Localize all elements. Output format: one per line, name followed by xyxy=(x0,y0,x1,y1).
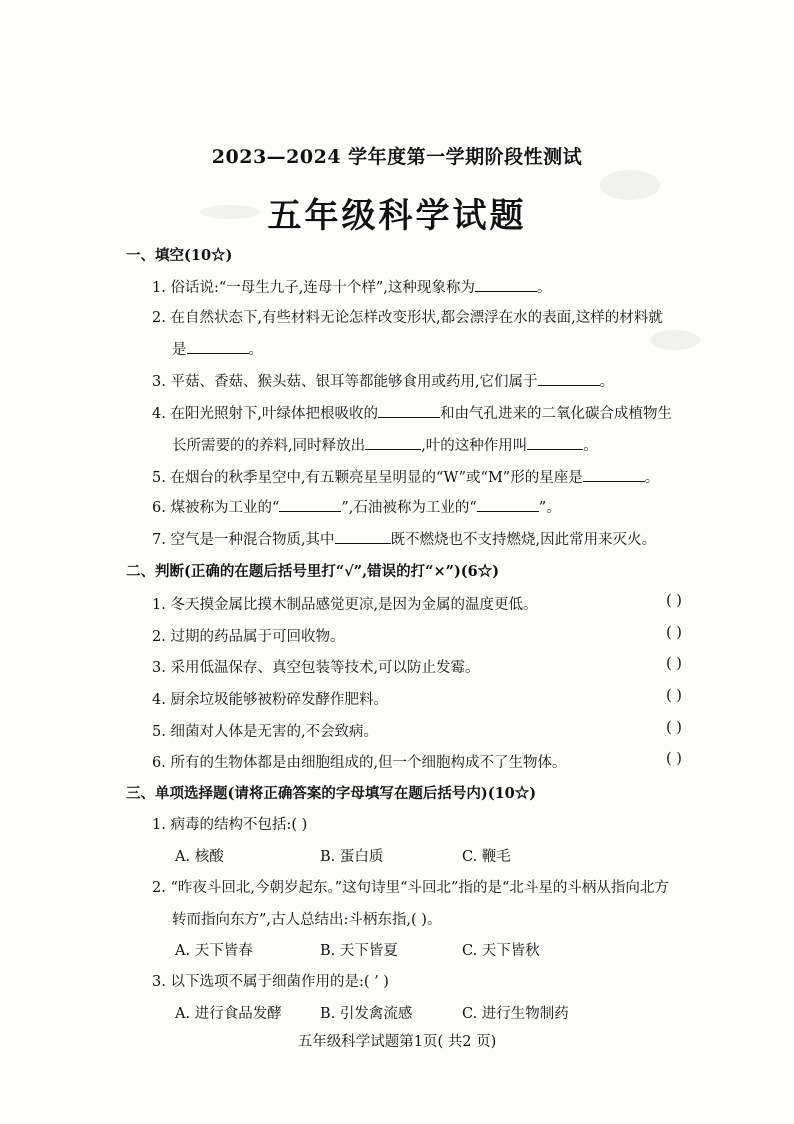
option-c[interactable]: C. 鞭毛 xyxy=(462,849,511,865)
choice-question-2-line2: 转而指向东方”,古人总结出:斗柄东指,( )。 xyxy=(172,912,442,928)
question-text: 既不燃烧也不支持燃烧,因此常用来灭火。 xyxy=(390,532,657,548)
question-1-5 xyxy=(152,466,659,487)
question-1-4-line2 xyxy=(172,434,598,455)
question-text: ”,石油被称为工业的“ xyxy=(341,500,477,516)
judgement-item-2: 2. 过期的药品属于可回收物。 xyxy=(152,629,345,645)
answer-parentheses[interactable]: ( ) xyxy=(666,656,682,672)
answer-blank[interactable] xyxy=(583,467,645,482)
choice-question-1: 1. 病毒的结构不包括:( ) xyxy=(152,817,308,833)
question-text: ,叶的这种作用叫 xyxy=(421,438,528,454)
answer-blank[interactable] xyxy=(378,403,440,418)
question-text: 。 xyxy=(536,280,552,296)
question-text: 。 xyxy=(583,438,598,454)
judgement-item-1: 1. 冬天摸金属比摸木制品感觉更凉,是因为金属的温度更低。 xyxy=(152,597,538,613)
answer-blank[interactable] xyxy=(279,497,341,512)
question-1-3 xyxy=(152,370,614,391)
judgement-item-3: 3. 采用低温保存、真空包装等技术,可以防止发霉。 xyxy=(152,660,480,676)
option-b[interactable]: B. 蛋白质 xyxy=(320,849,384,865)
question-text: 4. 在阳光照射下,叶绿体把根吸收的 xyxy=(152,406,379,422)
question-1-1 xyxy=(152,276,551,297)
judgement-item-5: 5. 细菌对人体是无害的,不会致病。 xyxy=(152,724,379,740)
question-text: 是 xyxy=(172,342,187,358)
question-text: 。 xyxy=(599,374,615,390)
page-footer: 五年级科学试题第1页( 共2 页) xyxy=(297,1034,497,1050)
judgement-item-6: 6. 所有的生物体都是由细胞组成的,但一个细胞构成不了生物体。 xyxy=(152,755,567,771)
answer-blank[interactable] xyxy=(477,497,539,512)
question-1-4-line1 xyxy=(152,402,672,423)
scan-smudge xyxy=(650,330,700,350)
question-1-2-line1: 2. 在自然状态下,有些材料无论怎样改变形状,都会漂浮在水的表面,这样的材料就 xyxy=(152,310,663,326)
question-text: ”。 xyxy=(538,500,561,516)
question-text: 3. 平菇、香菇、猴头菇、银耳等都能够食用或药用,它们属于 xyxy=(152,374,538,390)
question-text: 长所需要的的养料,同时释放出 xyxy=(172,438,366,454)
answer-blank[interactable] xyxy=(187,339,249,354)
option-a[interactable]: A. 天下皆春 xyxy=(175,943,253,959)
exam-title: 五年级科学试题 xyxy=(267,196,527,236)
answer-parentheses[interactable]: ( ) xyxy=(666,688,682,704)
option-a[interactable]: A. 核酸 xyxy=(175,849,224,865)
option-c[interactable]: C. 天下皆秋 xyxy=(462,943,540,959)
option-c[interactable]: C. 进行生物制药 xyxy=(462,1006,569,1022)
question-text: 7. 空气是一种混合物质,其中 xyxy=(152,532,335,548)
judgement-item-4: 4. 厨余垃圾能够被粉碎发酵作肥料。 xyxy=(152,692,388,708)
answer-blank[interactable] xyxy=(365,435,421,450)
question-text: 和由气孔进来的二氧化碳合成植物生 xyxy=(440,406,673,422)
answer-blank[interactable] xyxy=(475,277,537,292)
choice-question-3: 3. 以下选项不属于细菌作用的是:( ’ ) xyxy=(152,974,389,990)
exam-subtitle: 2023—2024 学年度第一学期阶段性测试 xyxy=(211,146,583,168)
question-text: 6. 煤被称为工业的“ xyxy=(152,500,280,516)
question-1-6 xyxy=(152,496,561,517)
question-text: 。 xyxy=(644,470,660,486)
choice-question-2-line1: 2. “昨夜斗回北,今朝岁起东。”这句诗里“斗回北”指的是“北斗星的斗柄从指向北方 xyxy=(152,880,669,896)
question-text: 5. 在烟台的秋季星空中,有五颗亮星呈明显的“W”或“M”形的星座是 xyxy=(152,470,583,486)
section-heading-multiple-choice: 三、单项选择题(请将正确答案的字母填写在题后括号内)(10☆) xyxy=(126,785,537,802)
answer-blank[interactable] xyxy=(335,529,391,544)
answer-blank[interactable] xyxy=(538,371,600,386)
answer-blank[interactable] xyxy=(527,435,583,450)
answer-parentheses[interactable]: ( ) xyxy=(666,625,682,641)
question-text: 。 xyxy=(248,342,263,358)
answer-parentheses[interactable]: ( ) xyxy=(666,720,682,736)
option-a[interactable]: A. 进行食品发酵 xyxy=(175,1006,282,1022)
option-b[interactable]: B. 引发禽流感 xyxy=(320,1006,413,1022)
section-heading-fill-in: 一、填空(10☆) xyxy=(126,247,233,264)
answer-parentheses[interactable]: ( ) xyxy=(666,751,682,767)
question-1-2-line2 xyxy=(172,338,263,359)
question-text: 1. 俗话说:“一母生九子,连母十个样”,这种现象称为 xyxy=(152,280,475,296)
answer-parentheses[interactable]: ( ) xyxy=(666,593,682,609)
section-heading-true-false: 二、判断(正确的在题后括号里打“√”,错误的打“×”)(6☆) xyxy=(126,563,500,580)
option-b[interactable]: B. 天下皆夏 xyxy=(320,943,398,959)
question-1-7 xyxy=(152,528,656,549)
